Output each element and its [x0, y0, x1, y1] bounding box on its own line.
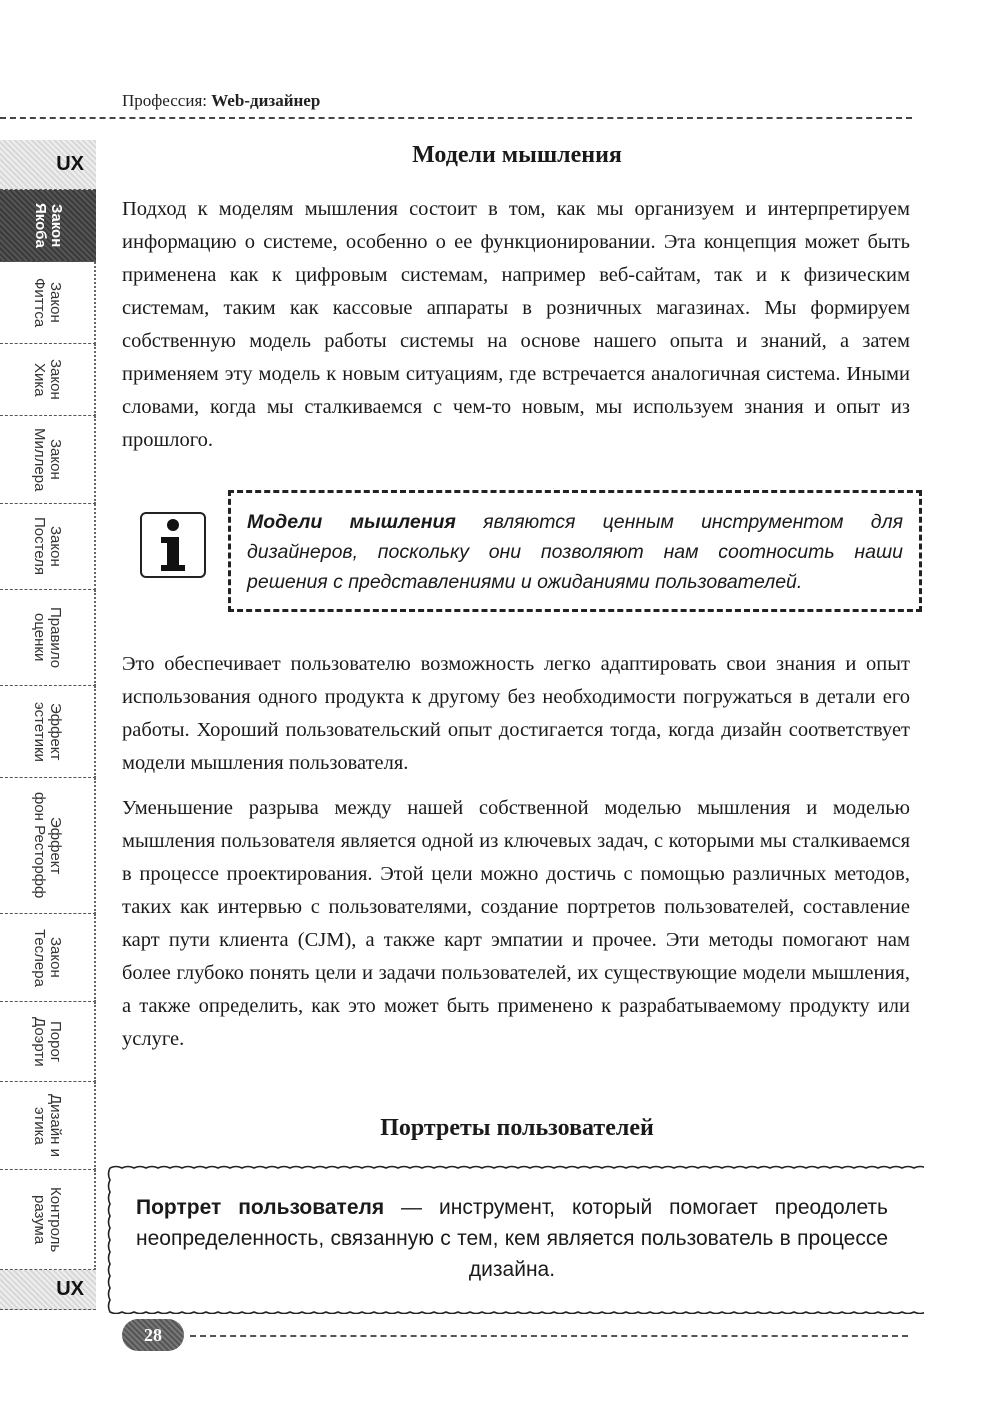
footer-divider: [190, 1335, 908, 1337]
paragraph-intro: Подход к моделям мышления состоит в том, как мы организуем и интерпретируем информацию о системе, особенно о ее функционировании. Эта концепция может быть применена как к цифровым системам, например веб-сайтам, так и к физическим системам, таким как кассовые аппараты в розничных магазинах. Мы формируем собственную модель работы системы на основе нашего опыта и знаний, а затем применяем эту модель к новым ситуациям, где встречается аналогичная система. Иными словами, когда мы сталкиваемся с чем-то новым, мы используем знания и опыт из прошлого.: [122, 198, 910, 451]
sidebar-tab-label: Контроль разума: [31, 1186, 64, 1253]
sidebar-ux-top-label: UX: [56, 153, 84, 175]
sidebar-tab-aesthetic[interactable]: [0, 686, 96, 778]
definition-box: [104, 1162, 924, 1314]
header-title: Web-дизайнер: [211, 91, 321, 110]
info-callout-text: являются ценным инструментом для дизайнеров, поскольку они позволяют нам соотносить наши решения с представлениями и ожиданиями пользователей.: [247, 511, 903, 593]
sidebar-tab-label: Эффект фон Ресторфф: [31, 792, 64, 899]
sidebar-tab-doherty[interactable]: [0, 1002, 96, 1082]
sidebar-ux-bottom-label: UX: [56, 1278, 84, 1300]
sidebar-tab-peak-end[interactable]: [0, 590, 96, 686]
sidebar-tab-label: Закон Фиттса: [31, 277, 64, 328]
sidebar-tab-label: Закон Якоба: [32, 203, 65, 248]
sidebar-tab-design-ethics[interactable]: [0, 1082, 96, 1170]
sidebar-tab-jakob[interactable]: [0, 190, 96, 262]
sidebar-tab-hick[interactable]: [0, 344, 96, 416]
info-callout-term: Модели мышления: [247, 511, 456, 533]
sidebar-tab-tesler[interactable]: [0, 914, 96, 1002]
sidebar-tab-label: Дизайн и этика: [31, 1094, 64, 1157]
definition-body: — инструмент, который помогает преодолеть неопределенность, связанную с тем, кем является пользователь в процессе дизайна.: [136, 1196, 888, 1281]
info-icon: [140, 512, 206, 578]
sidebar-ux-top: [0, 140, 96, 190]
header-prefix: Профессия:: [122, 91, 207, 110]
section-heading-mental-models: Модели мышления: [412, 142, 622, 168]
info-glyph: [155, 517, 191, 573]
sidebar-tab-postel[interactable]: [0, 504, 96, 590]
paragraph-adaptation: Это обеспечивает пользователю возможность легко адаптировать свои знания и опыт использования одного продукта к другому без необходимости погружаться в детали его работы. Хороший пользовательский опыт достигается тогда, когда дизайн соответствует модели мышления пользователя.: [122, 653, 910, 774]
sidebar-tab-label: Закон Теслера: [31, 928, 64, 987]
definition-text: [136, 1192, 888, 1285]
sidebar-tab-mind-control[interactable]: [0, 1170, 96, 1270]
sidebar-tab-label: Порог Доэрти: [31, 1016, 64, 1067]
section-heading-personas: Портреты пользователей: [380, 1115, 654, 1141]
chapter-sidebar: [0, 140, 96, 1325]
sidebar-ux-bottom: [0, 1270, 96, 1310]
sidebar-tab-label: Эффект эстетики: [31, 701, 64, 762]
sidebar-tab-label: Закон Постеля: [31, 517, 64, 576]
info-callout: [228, 490, 922, 612]
sidebar-tab-von-restorff[interactable]: [0, 778, 96, 914]
paragraph-gap: Уменьшение разрыва между нашей собственной моделью мышления и моделью мышления пользователя является одной из ключевых задач, с которыми мы сталкиваемся в процессе проектирования. Этой цели можно достичь с помощью различных методов, таких как интервью с пользователями, создание портретов пользователей, составление карт пути клиента (CJM), а также карт эмпатии и прочее. Эти методы помогают нам более глубоко понять цели и задачи пользователей, их существующие модели мышления, а также определить, как это может быть применено к разрабатываемому продукту или услуге.: [122, 797, 910, 1050]
header-divider: [0, 117, 912, 119]
page-number: 28: [122, 1319, 184, 1351]
sidebar-tab-label: Закон Хика: [31, 359, 64, 400]
sidebar-tab-fitts[interactable]: [0, 262, 96, 344]
sidebar-tab-label: Закон Миллера: [31, 427, 64, 492]
running-header: [122, 91, 320, 111]
sidebar-tab-miller[interactable]: [0, 416, 96, 504]
sidebar-tab-label: Правило оценки: [31, 606, 64, 669]
definition-term: Портрет пользователя: [136, 1196, 385, 1219]
